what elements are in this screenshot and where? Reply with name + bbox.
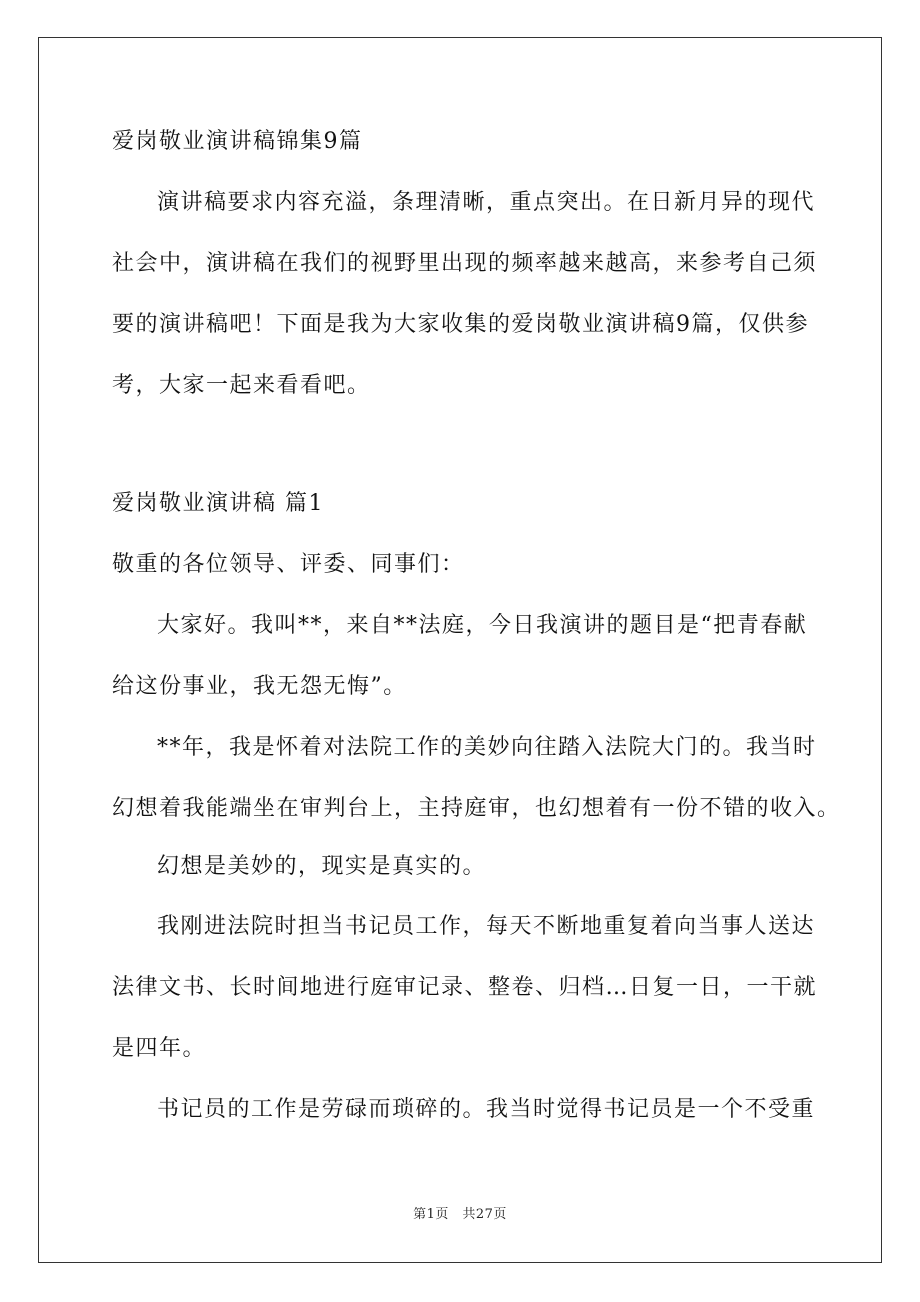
intro-line-2: 社会中，演讲稿在我们的视野里出现的频率越来越高，来参考自己须 xyxy=(112,251,818,276)
body-line-7: 法律文书、长时间地进行庭审记录、整卷、归档…日复一日，一干就 xyxy=(112,975,818,1000)
salutation: 敬重的各位领导、评委、同事们： xyxy=(112,552,465,577)
body-line-6: 我刚进法院时担当书记员工作，每天不断地重复着向当事人送达 xyxy=(157,914,816,939)
page-border xyxy=(38,37,882,1263)
body-line-2: 给这份事业，我无怨无悔”。 xyxy=(112,674,407,699)
intro-line-3: 要的演讲稿吧！下面是我为大家收集的爱岗敬业演讲稿9篇，仅供参 xyxy=(112,312,809,337)
body-line-3: **年，我是怀着对法院工作的美妙向往踏入法院大门的。我当时 xyxy=(157,735,817,760)
section-heading: 爱岗敬业演讲稿 篇1 xyxy=(112,491,324,516)
body-line-4: 幻想着我能端坐在审判台上，主持庭审，也幻想着有一份不错的收入。 xyxy=(112,796,841,821)
body-line-1: 大家好。我叫**，来自**法庭，今日我演讲的题目是“把青春献 xyxy=(157,613,808,638)
document-title: 爱岗敬业演讲稿锦集9篇 xyxy=(112,129,363,154)
page-indicator: 第1页 共27页 xyxy=(413,1207,507,1222)
body-line-9: 书记员的工作是劳碌而琐碎的。我当时觉得书记员是一个不受重 xyxy=(157,1097,816,1122)
intro-line-4: 考，大家一起来看看吧。 xyxy=(112,373,371,398)
body-line-5: 幻想是美妙的，现实是真实的。 xyxy=(157,854,487,879)
body-line-8: 是四年。 xyxy=(112,1036,207,1061)
intro-line-1: 演讲稿要求内容充溢，条理清晰，重点突出。在日新月异的现代 xyxy=(157,190,816,215)
